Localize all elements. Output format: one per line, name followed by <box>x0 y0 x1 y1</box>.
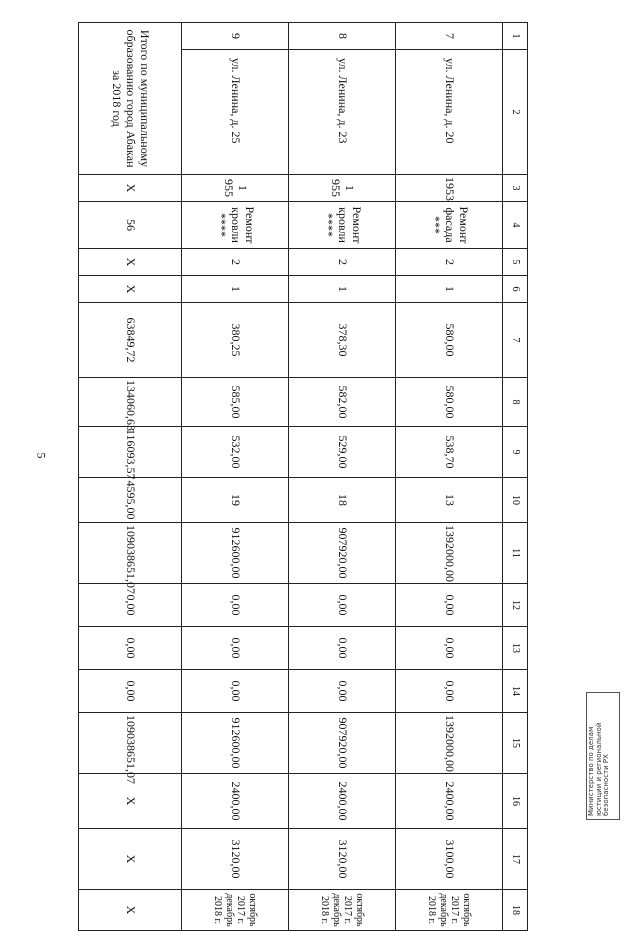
table-cell: 582,00 <box>289 378 396 427</box>
table-cell: 907920,00 <box>289 713 396 774</box>
table-cell: 7 <box>396 23 503 50</box>
column-number: 3 <box>503 175 528 202</box>
table-cell: 1392000,00 <box>396 713 503 774</box>
table-cell: X <box>79 276 182 303</box>
table-row <box>289 23 396 931</box>
table-cell: 2400,00 <box>396 774 503 829</box>
table-cell: 0,00 <box>396 627 503 670</box>
column-number: 1 <box>503 23 528 50</box>
table-cell: X <box>79 829 182 890</box>
table-cell: 1 <box>289 276 396 303</box>
table-cell: ул. Ленина, д. 23 <box>289 50 396 175</box>
table-cell: 0,00 <box>79 670 182 713</box>
table-cell: 378,30 <box>289 303 396 378</box>
table-cell: 0,00 <box>396 670 503 713</box>
table-cell: 2 <box>289 249 396 276</box>
column-number: 16 <box>503 774 528 829</box>
table-cell: 529,00 <box>289 427 396 478</box>
table-cell: 585,00 <box>182 378 289 427</box>
table-cell: 116093,57 <box>79 427 182 478</box>
table-rotated-wrapper <box>92 22 528 927</box>
table-cell: X <box>79 890 182 931</box>
table-cell: 4595,00 <box>79 478 182 523</box>
table-cell: Ремонт кровли **** <box>182 202 289 249</box>
table-cell: 1 955 <box>289 175 396 202</box>
table-cell: 1 <box>396 276 503 303</box>
table-cell: октябрь 2017 г. декабрь 2018 г. <box>396 890 503 931</box>
table-cell: X <box>79 774 182 829</box>
column-number: 7 <box>503 303 528 378</box>
table-cell: 0,00 <box>182 627 289 670</box>
table-cell: 1392000,00 <box>396 523 503 584</box>
stamp-line: Министерство по делам <box>587 726 595 816</box>
table-cell: 0,00 <box>182 670 289 713</box>
table-cell: ул. Ленина, д. 20 <box>396 50 503 175</box>
column-number: 14 <box>503 670 528 713</box>
column-number: 11 <box>503 523 528 584</box>
total-label: Итого по муниципальному образованию город Абакан за 2018 год <box>79 23 182 175</box>
table-cell: 2 <box>396 249 503 276</box>
table-cell: X <box>79 249 182 276</box>
column-number: 5 <box>503 249 528 276</box>
table-cell: Ремонт кровли **** <box>289 202 396 249</box>
column-number: 6 <box>503 276 528 303</box>
column-number: 13 <box>503 627 528 670</box>
column-number: 4 <box>503 202 528 249</box>
table-cell: 0,00 <box>289 627 396 670</box>
table-cell: 19 <box>182 478 289 523</box>
column-number: 17 <box>503 829 528 890</box>
table-cell: 532,00 <box>182 427 289 478</box>
table-cell: октябрь 2017 г. декабрь 2018 г. <box>182 890 289 931</box>
table-row <box>182 23 289 931</box>
table-cell: 580,00 <box>396 378 503 427</box>
table-cell: 0,00 <box>182 584 289 627</box>
column-number: 2 <box>503 50 528 175</box>
stamp-line: юстиции и региональной <box>594 722 603 816</box>
column-number-row <box>503 23 528 931</box>
table-cell: 3100,00 <box>396 829 503 890</box>
table-cell: 109038651,07 <box>79 523 182 584</box>
table-row <box>396 23 503 931</box>
table-cell: 1953 <box>396 175 503 202</box>
column-number: 8 <box>503 378 528 427</box>
table-cell: X <box>79 175 182 202</box>
table-cell: 2400,00 <box>289 774 396 829</box>
table-cell: 1 955 <box>182 175 289 202</box>
table-cell: 63849,72 <box>79 303 182 378</box>
table-cell: 580,00 <box>396 303 503 378</box>
table-cell: 0,00 <box>396 584 503 627</box>
column-number: 10 <box>503 478 528 523</box>
program-table <box>78 22 528 931</box>
table-cell: 0,00 <box>79 584 182 627</box>
table-cell: 109038651,07 <box>79 713 182 774</box>
table-cell: 9 <box>182 23 289 50</box>
column-number: 15 <box>503 713 528 774</box>
table-cell: 18 <box>289 478 396 523</box>
table-cell: 0,00 <box>79 627 182 670</box>
table-cell: ул. Ленина, д. 25 <box>182 50 289 175</box>
table-cell: 0,00 <box>289 584 396 627</box>
table-cell: 912600,00 <box>182 713 289 774</box>
page-number: 5 <box>34 452 49 459</box>
table-cell: 3120,00 <box>289 829 396 890</box>
table-cell: 0,00 <box>289 670 396 713</box>
table-cell: 912600,00 <box>182 523 289 584</box>
table-cell: 3120,00 <box>182 829 289 890</box>
table-cell: 1 <box>182 276 289 303</box>
table-cell: 2 <box>182 249 289 276</box>
table-cell: 538,70 <box>396 427 503 478</box>
table-cell: 56 <box>79 202 182 249</box>
table-cell: 380,25 <box>182 303 289 378</box>
column-number: 9 <box>503 427 528 478</box>
table-cell: 2400,00 <box>182 774 289 829</box>
registration-stamp <box>586 692 620 820</box>
table-cell: 134060,63 <box>79 378 182 427</box>
column-number: 12 <box>503 584 528 627</box>
table-cell: 8 <box>289 23 396 50</box>
table-cell: октябрь 2017 г. декабрь 2018 г. <box>289 890 396 931</box>
table-cell: 13 <box>396 478 503 523</box>
stamp-line: безопасности РХ <box>602 754 611 816</box>
column-number: 18 <box>503 890 528 931</box>
table-cell: 907920,00 <box>289 523 396 584</box>
total-row <box>79 23 182 931</box>
table-cell: Ремонт фасада *** <box>396 202 503 249</box>
